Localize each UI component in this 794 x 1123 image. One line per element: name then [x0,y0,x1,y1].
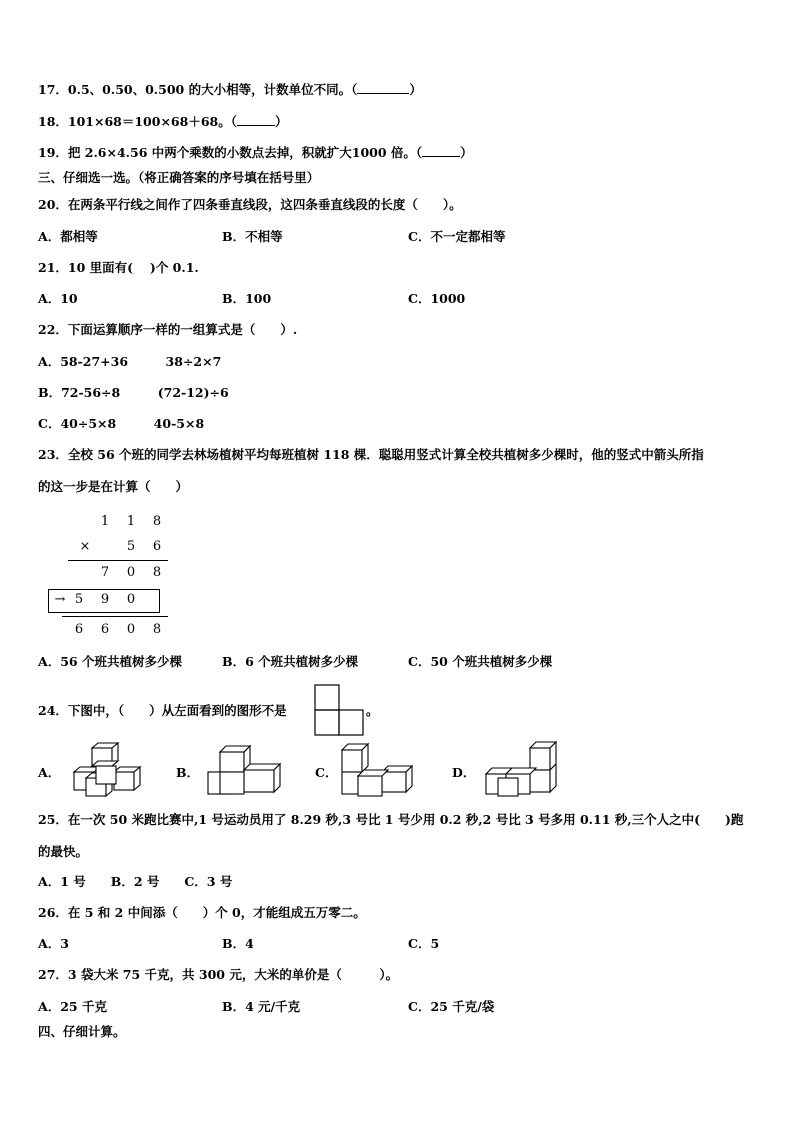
option-b[interactable]: B．不相等 [222,229,283,244]
calc-divider [62,616,168,617]
question-26: 26．在 5 和 2 中间添（ ）个 0，才能组成五万零二。 [38,905,366,920]
question-17 [38,82,422,98]
option-b[interactable]: B．4 元/千克 [222,999,301,1014]
option-b[interactable]: B． [176,765,200,780]
question-19 [38,145,473,161]
option-a[interactable]: A．56 个班共植树多少棵 [38,654,182,669]
question-17-end: ） [409,82,422,97]
calc-row-partial-2 [48,592,168,612]
vertical-multiplication [48,510,173,645]
option-d[interactable]: D． [452,765,476,780]
digit: 8 [152,622,162,637]
digit: 5 [126,539,136,554]
option-c[interactable]: C．50 个班共植树多少棵 [408,654,553,669]
question-17-text: 17．0.5、0.50、0.500 的大小相等，计数单位不同。（ [38,82,358,97]
question-18 [38,114,287,130]
digit: 5 [74,592,84,607]
left-view-figure [314,684,364,736]
question-20: 20．在两条平行线之间作了四条垂直线段，这四条垂直线段的长度（ ）。 [38,197,462,212]
option-a[interactable]: A． [38,765,61,780]
question-18-text: 18．101×68＝100×68＋68。（ [38,114,237,129]
question-27: 27．3 袋大米 75 千克，共 300 元，大米的单价是（ ）。 [38,967,399,982]
question-25-line-2: 的最快。 [38,844,89,859]
option-b[interactable]: B．6 个班共植树多少棵 [222,654,359,669]
question-18-end: ） [274,114,288,129]
digit: 8 [152,514,162,529]
digit: 6 [74,622,84,637]
question-22: 22．下面运算顺序一样的一组算式是（ ）. [38,322,298,337]
question-23-line-1: 23．全校 56 个班的同学去林场植树平均每班植树 118 棵．聪聪用竖式计算全校共植树多少棵时，他的竖式中箭头所指 [38,447,704,462]
digit: 8 [152,565,162,580]
digit: 0 [126,565,136,580]
digit: 1 [126,514,136,529]
digit: 0 [126,592,136,607]
digit: 0 [126,622,136,637]
option-c[interactable]: C．40÷5×8 40-5×8 [38,416,205,431]
answer-blank[interactable] [237,114,275,126]
answer-blank[interactable] [422,145,460,157]
option-c[interactable]: C．5 [408,936,440,951]
question-21: 21．10 里面有( )个 0.1. [38,260,199,275]
option-b[interactable]: B．4 [222,936,254,951]
digit: 6 [100,622,110,637]
digit: 6 [152,539,162,554]
digit: 9 [100,592,110,607]
option-c[interactable]: C．25 千克/袋 [408,999,495,1014]
option-b[interactable]: B．100 [222,291,272,306]
question-24-text: 24．下图中，（ ）从左面看到的图形不是 [38,703,287,718]
option-a[interactable]: A．25 千克 [38,999,107,1014]
question-24 [38,703,287,719]
option-c[interactable]: C．不一定都相等 [408,229,506,244]
question-19-text: 19．把 2.6×4.56 中两个乘数的小数点去掉，积就扩大1000 倍。（ [38,145,423,160]
calc-divider [68,560,168,561]
question-25-options[interactable]: A．1 号 B．2 号 C．3 号 [38,874,233,889]
option-a[interactable]: A．58-27+36 38÷2×7 [38,354,222,369]
cube-figure-b[interactable] [204,744,282,798]
section-heading-3: 三、仔细选一选。（将正确答案的序号填在括号里） [38,170,320,185]
option-c[interactable]: C．1000 [408,291,466,306]
calc-row-multiplicand [48,514,168,534]
arrow-icon: → [54,592,66,607]
option-a[interactable]: A．3 [38,936,69,951]
question-19-end: ） [460,145,473,160]
digit: 1 [100,514,110,529]
calc-row-product [48,622,168,642]
option-c[interactable]: C． [315,765,338,780]
question-25-line-1: 25．在一次 50 米跑比赛中,1 号运动员用了 8.29 秒,3 号比 1 号少用 0.2 秒,2 号比 3 号多用 0.11 秒,三个人之中( )跑 [38,812,744,827]
cube-figure-a[interactable] [66,742,142,800]
cube-figure-d[interactable] [480,740,558,800]
digit: 7 [100,565,110,580]
option-a[interactable]: A．都相等 [38,229,98,244]
cube-figure-c[interactable] [338,742,416,800]
question-23-line-2: 的这一步是在计算（ ） [38,479,189,494]
option-a[interactable]: A．10 [38,291,78,306]
calc-row-partial-1 [48,565,168,585]
answer-blank[interactable] [357,82,409,94]
times-sign: × [79,539,91,554]
question-24-end: 。 [366,703,379,718]
calc-row-multiplier [48,539,168,559]
section-heading-4: 四、仔细计算。 [38,1024,126,1039]
option-b[interactable]: B．72-56÷8 (72-12)÷6 [38,385,229,400]
